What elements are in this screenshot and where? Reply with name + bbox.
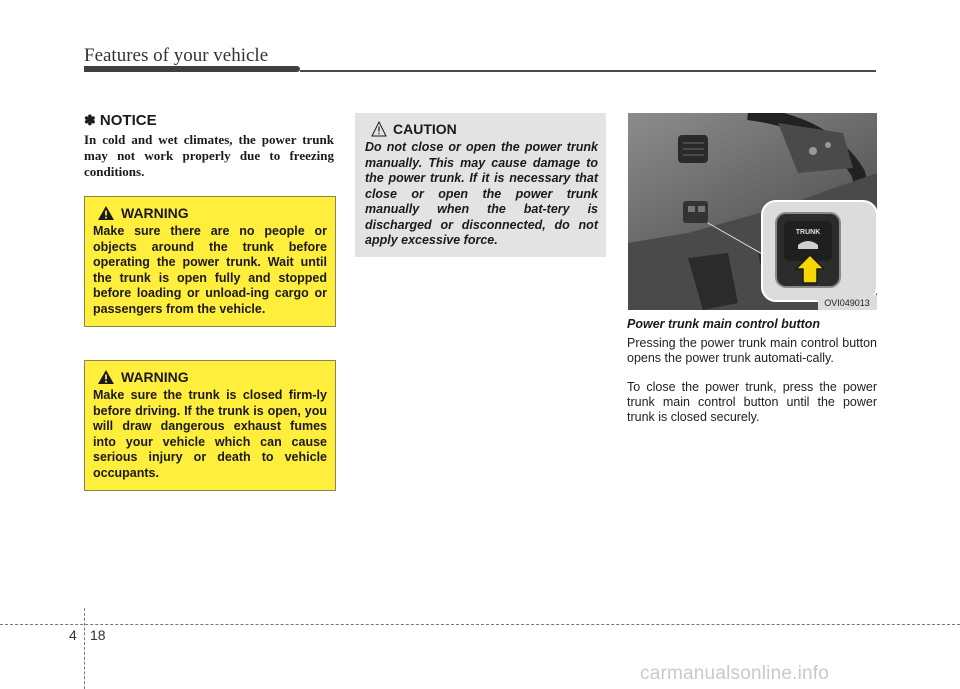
warning-title-row xyxy=(97,205,327,221)
warning-title: WARNING xyxy=(121,369,189,385)
caution-title: CAUTION xyxy=(393,121,457,137)
trunk-button-photo xyxy=(628,113,877,310)
caution-title-row xyxy=(371,121,598,137)
warning-title: WARNING xyxy=(121,205,189,221)
notice-heading xyxy=(84,112,334,129)
warning-triangle-icon xyxy=(97,205,115,221)
page-header-title: Features of your vehicle xyxy=(84,45,269,66)
body-paragraph-2: To close the power trunk, press the power trunk main control button until the power trunk is closed securely. xyxy=(627,380,877,424)
warning-body: Make sure the trunk is closed firm-ly before driving. If the trunk is open, you will draw dangerous exhaust fumes into your vehicle which can cause serious injury or death to vehicle occupants. xyxy=(93,388,327,480)
watermark-text: carmanualsonline.info xyxy=(640,663,830,684)
warning-box-2 xyxy=(84,360,336,491)
body-paragraph-1: Pressing the power trunk main control button opens the power trunk automati-cally. xyxy=(627,336,877,365)
notice-star-icon: ✽ xyxy=(84,112,96,128)
header-rule-thin xyxy=(300,70,876,72)
photo-caption: Power trunk main control button xyxy=(627,317,821,331)
warning-body: Make sure there are no people or objects around the trunk before operating the power trunk. Wait until the trunk is open fully and stopped before loading or unload-ing cargo or passengers from the vehicle. xyxy=(93,224,327,316)
caution-triangle-icon xyxy=(371,121,387,137)
caution-body: Do not close or open the power trunk manually. This may cause damage to the power trunk. If it is necessary that close or open the power trunk manually when the bat-tery is discharged or disconnected, do not apply excessive force. xyxy=(365,140,598,247)
section-number: 4 xyxy=(69,627,77,643)
dashboard-illustration xyxy=(628,113,877,310)
caution-box xyxy=(355,113,606,257)
footer-divider xyxy=(84,608,85,689)
notice-title: NOTICE xyxy=(99,112,157,129)
footer-rule xyxy=(0,624,960,625)
page-number: 18 xyxy=(90,627,106,643)
warning-triangle-icon xyxy=(97,369,115,385)
trunk-button-label: TRUNK xyxy=(795,229,821,236)
warning-title-row xyxy=(97,369,327,385)
header-rule-thick xyxy=(84,66,300,72)
notice-body: In cold and wet climates, the power trunk may not work properly due to freezing conditions. xyxy=(84,132,334,179)
warning-box-1 xyxy=(84,196,336,327)
figure-code: OVI049013 xyxy=(824,298,870,308)
notice-block xyxy=(84,112,334,180)
